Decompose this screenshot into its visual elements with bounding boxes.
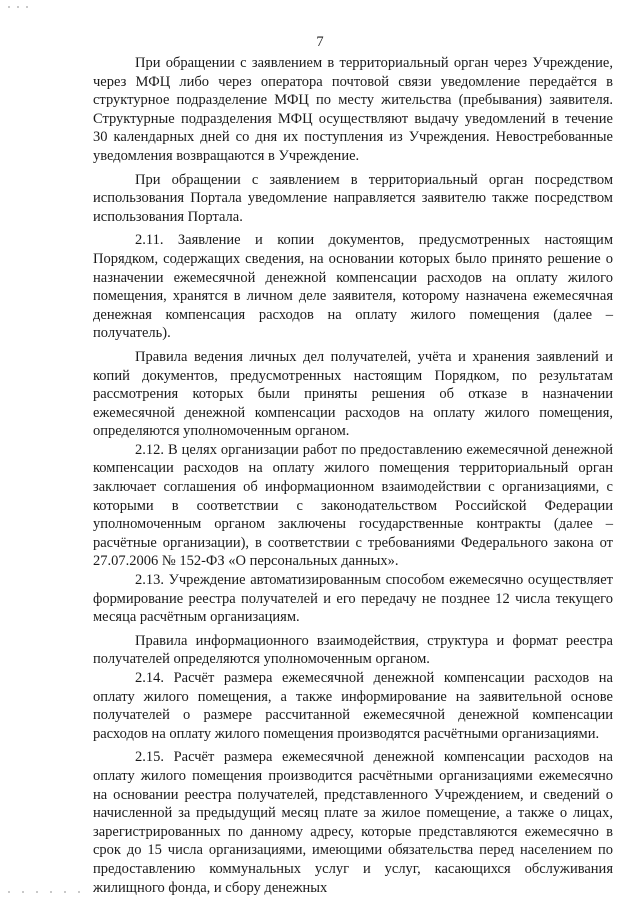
document-body	[93, 54, 613, 897]
paragraph-2-15: 2.15. Расчёт размера ежемесячной денежной компенсации расходов на оплату жилого помещения производится расчётными организациями ежемесячно на основании реестра получателей, представленного Учреждением, и сведений о начисленной за предыдущий месяц плате за жилое помещение, а также о лицах, зарегистрированных по данному адресу, которые представляются ежемесячно в срок до 15 числа организациями, имеющими обязательства перед населением по предоставлению коммунальных услуг и услуг, касающихся обслуживания жилищного фонда, и сбору денежных	[93, 749, 613, 896]
paragraph-2-11: 2.11. Заявление и копии документов, предусмотренных настоящим Порядком, содержащих сведения, на основании которых было принято решение о назначении ежемесячной денежной компенсации расходов на оплату жилого помещения, хранятся в личном деле заявителя, которому назначена ежемесячная денежная компенсация расходов на оплату жилого помещения (далее – получатель).	[93, 232, 613, 342]
paragraph-interaction-rules: Правила информационного взаимодействия, структура и формат реестра получателей определяются уполномоченным органом.	[93, 632, 613, 668]
page-number: 7	[316, 34, 324, 50]
paragraph-personal-files-rules: Правила ведения личных дел получателей, учёта и хранения заявлений и копий документов, предусмотренных настоящим Порядком, по результатам рассмотрения которых были приняты решения об отказе в назначении ежемесячной денежной компенсации расходов на оплату жилого помещения, определяются уполномоченным органом.	[93, 348, 613, 440]
paragraph-2-12: 2.12. В целях организации работ по предоставлению ежемесячной денежной компенсации расходов на оплату жилого помещения территориальный орган заключает соглашения об информационном взаимодействии с организациями, с которыми в соответствии с законодательством Российской Федерации уполномоченным органом заключены государственные контракты (далее – расчётные организации), в соответствии с требованиями Федерального закона от 27.07.2006 № 152-ФЗ «О персональных данных».	[93, 441, 613, 570]
scan-artifact-bottom	[8, 889, 128, 895]
scan-artifact-top	[8, 4, 48, 10]
paragraph-portal-notification: При обращении с заявлением в территориальный орган посредством использования Портала уведомление направляется заявителю также посредством использования Портала.	[93, 171, 613, 225]
paragraph-notification-delivery: При обращении с заявлением в территориальный орган через Учреждение, через МФЦ либо через оператора почтовой связи уведомление передаётся в структурное подразделение МФЦ по месту жительства (пребывания) заявителя. Структурные подразделения МФЦ осуществляют выдачу уведомлений в течение 30 календарных дней со дня их поступления из Учреждения. Невостребованные уведомления возвращаются в Учреждение.	[93, 55, 613, 164]
paragraph-2-14: 2.14. Расчёт размера ежемесячной денежной компенсации расходов на оплату жилого помещения, а также информирование на заявительной основе получателей о размере рассчитанной ежемесячной денежной компенсации расходов на оплату жилого помещения производятся расчётными организациями.	[93, 670, 613, 742]
paragraph-2-13: 2.13. Учреждение автоматизированным способом ежемесячно осуществляет формирование реестра получателей и его передачу не позднее 12 числа текущего месяца расчётным организациям.	[93, 572, 613, 626]
